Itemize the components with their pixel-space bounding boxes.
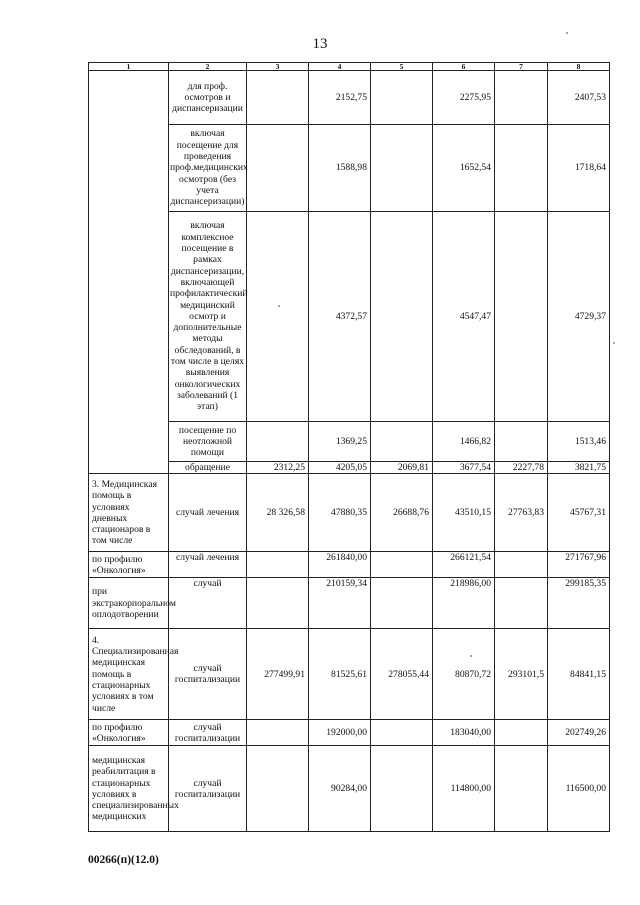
value-cell: 183040,00 xyxy=(433,720,495,746)
value-cell xyxy=(371,125,433,212)
header-cell: 8 xyxy=(548,63,610,71)
value-cell: 1718,64 xyxy=(548,125,610,212)
value-cell xyxy=(495,720,548,746)
value-cell xyxy=(495,578,548,629)
value-cell: 1588,98 xyxy=(309,125,371,212)
value-cell: 80870,72 xyxy=(433,629,495,720)
value-cell: 299185,35 xyxy=(548,578,610,629)
scan-speck xyxy=(566,32,568,34)
table-row xyxy=(89,746,610,832)
header-cell: 7 xyxy=(495,63,548,71)
value-cell: 277499,91 xyxy=(247,629,309,720)
unit-cell: случай лечения xyxy=(169,552,247,578)
value-cell: 293101,5 xyxy=(495,629,548,720)
category-cell: 3. Медицинская помощь в условиях дневных стационаров в том числе xyxy=(89,474,169,552)
unit-cell: включая посещение для проведения проф.медицинских осмотров (без учета диспансеризации) xyxy=(169,125,247,212)
value-cell: 114800,00 xyxy=(433,746,495,832)
table-row xyxy=(89,578,610,629)
table-row xyxy=(89,720,610,746)
category-cell: по профилю «Онкология» xyxy=(89,552,169,578)
table-row xyxy=(89,71,610,125)
value-cell: 2227,78 xyxy=(495,462,548,474)
value-cell xyxy=(247,578,309,629)
value-cell xyxy=(371,578,433,629)
value-cell xyxy=(247,720,309,746)
document-code: 00266(п)(12.0) xyxy=(88,854,159,866)
value-cell xyxy=(495,552,548,578)
header-cell: 1 xyxy=(89,63,169,71)
value-cell: 1466,82 xyxy=(433,422,495,462)
value-cell xyxy=(371,552,433,578)
header-cell: 4 xyxy=(309,63,371,71)
table-row xyxy=(89,629,610,720)
value-cell: 218986,00 xyxy=(433,578,495,629)
table-row xyxy=(89,552,610,578)
value-cell: 2069,81 xyxy=(371,462,433,474)
value-cell: 4372,57 xyxy=(309,212,371,422)
value-cell: 271767,96 xyxy=(548,552,610,578)
value-cell: 4547,47 xyxy=(433,212,495,422)
value-cell: 192000,00 xyxy=(309,720,371,746)
value-cell xyxy=(495,422,548,462)
unit-cell: случай госпитализации xyxy=(169,746,247,832)
header-cell: 6 xyxy=(433,63,495,71)
value-cell: 28 326,58 xyxy=(247,474,309,552)
value-cell xyxy=(495,125,548,212)
value-cell: 43510,15 xyxy=(433,474,495,552)
value-cell xyxy=(247,422,309,462)
scan-speck xyxy=(278,305,280,307)
value-cell: 81525,61 xyxy=(309,629,371,720)
unit-cell: обращение xyxy=(169,462,247,474)
table-row xyxy=(89,474,610,552)
value-cell xyxy=(371,746,433,832)
scan-speck xyxy=(613,342,615,344)
value-cell xyxy=(247,125,309,212)
value-cell: 47880,35 xyxy=(309,474,371,552)
value-cell: 1513,46 xyxy=(548,422,610,462)
value-cell xyxy=(371,71,433,125)
page-number: 13 xyxy=(312,36,328,52)
value-cell xyxy=(247,552,309,578)
value-cell: 2152,75 xyxy=(309,71,371,125)
value-cell: 2275,95 xyxy=(433,71,495,125)
value-cell: 266121,54 xyxy=(433,552,495,578)
value-cell: 2407,53 xyxy=(548,71,610,125)
value-cell xyxy=(371,422,433,462)
value-cell: 45767,31 xyxy=(548,474,610,552)
value-cell xyxy=(495,212,548,422)
value-cell: 1369,25 xyxy=(309,422,371,462)
value-cell: 2312,25 xyxy=(247,462,309,474)
value-cell xyxy=(371,720,433,746)
unit-cell: посещение по неотложной помощи xyxy=(169,422,247,462)
value-cell xyxy=(247,746,309,832)
value-cell xyxy=(495,71,548,125)
category-cell: по профилю «Онкология» xyxy=(89,720,169,746)
value-cell: 1652,54 xyxy=(433,125,495,212)
value-cell: 278055,44 xyxy=(371,629,433,720)
value-cell xyxy=(247,71,309,125)
value-cell: 202749,26 xyxy=(548,720,610,746)
unit-cell: включая комплексное посещение в рамках диспансеризации, включающей профилактический медицинский осмотр и дополнительные методы обследований, в том числе в целях выявления онкологических заболеваний (1 этап) xyxy=(169,212,247,422)
value-cell: 27763,83 xyxy=(495,474,548,552)
value-cell: 84841,15 xyxy=(548,629,610,720)
unit-cell: случай госпитализации xyxy=(169,720,247,746)
value-cell: 4205,05 xyxy=(309,462,371,474)
value-cell: 3677,54 xyxy=(433,462,495,474)
category-cell: 4. Специализированная медицинская помощь в стационарных условиях в том числе xyxy=(89,629,169,720)
scan-speck xyxy=(470,655,472,657)
unit-cell: случай xyxy=(169,578,247,629)
value-cell: 3821,75 xyxy=(548,462,610,474)
value-cell: 90284,00 xyxy=(309,746,371,832)
value-cell xyxy=(495,746,548,832)
value-cell: 26688,76 xyxy=(371,474,433,552)
unit-cell: для проф. осмотров и диспансеризации xyxy=(169,71,247,125)
header-cell: 3 xyxy=(247,63,309,71)
category-cell: при экстракорпоральном оплодотворении xyxy=(89,578,169,629)
unit-cell: случай госпитализации xyxy=(169,629,247,720)
value-cell: 116500,00 xyxy=(548,746,610,832)
value-cell: 4729,37 xyxy=(548,212,610,422)
value-cell xyxy=(247,212,309,422)
value-cell: 210159,34 xyxy=(309,578,371,629)
unit-cell: случай лечения xyxy=(169,474,247,552)
tariff-table xyxy=(88,62,610,832)
category-cell: медицинская реабилитация в стационарных условиях в специализированных медицинских xyxy=(89,746,169,832)
header-cell: 5 xyxy=(371,63,433,71)
header-cell: 2 xyxy=(169,63,247,71)
row-group-empty xyxy=(89,71,169,474)
header-row xyxy=(89,63,610,71)
value-cell: 261840,00 xyxy=(309,552,371,578)
value-cell xyxy=(371,212,433,422)
